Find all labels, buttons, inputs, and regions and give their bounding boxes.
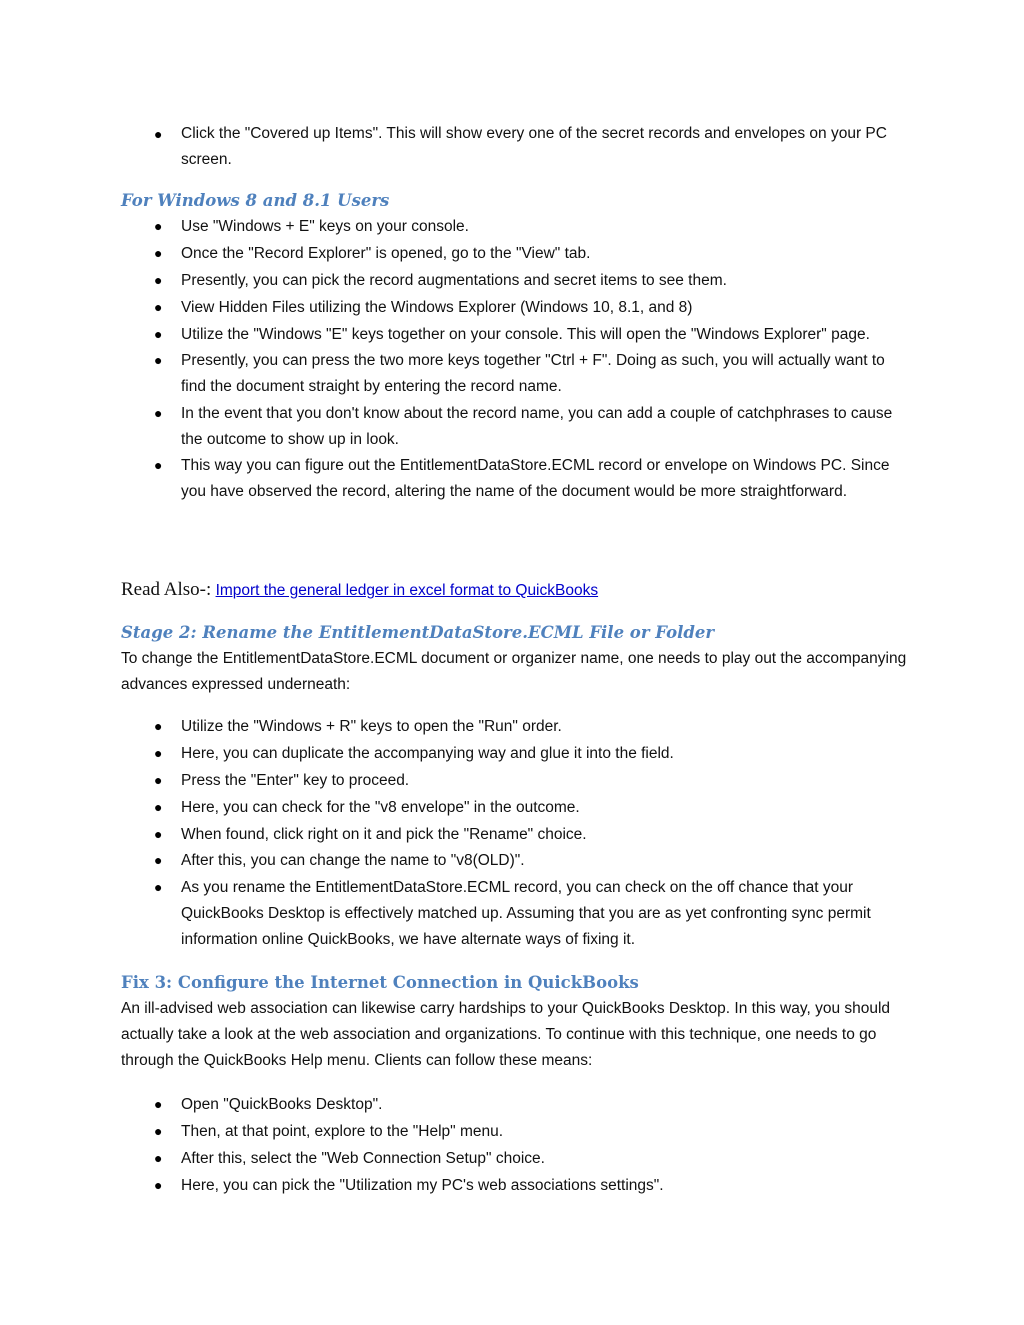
- stage-2-bullet-list: [121, 714, 911, 952]
- list-item: [121, 214, 911, 240]
- section-intro: An ill-advised web association can likewise carry hardships to your QuickBooks Desktop. In this way, you should actually take a look at the web association and organizations. To continue with this technique, one needs to go through the QuickBooks Help menu. Clients can follow these means:: [121, 1000, 891, 1069]
- top-list-block: [121, 121, 911, 173]
- list-item-text: After this, you can change the name to "v8(OLD)".: [181, 852, 525, 870]
- section-heading: For Windows 8 and 8.1 Users: [121, 191, 390, 210]
- bullet-icon: ●: [154, 271, 163, 288]
- list-item-text: Use "Windows + E" keys on your console.: [181, 218, 469, 235]
- list-item-text: Once the "Record Explorer" is opened, go to the "View" tab.: [181, 244, 591, 262]
- list-item: [121, 121, 911, 173]
- section-heading: Fix 3: Configure the Internet Connection in QuickBooks: [121, 973, 639, 992]
- list-item-text: View Hidden Files utilizing the Windows Explorer (Windows 10, 8.1, and 8): [181, 298, 693, 316]
- list-item: [121, 1146, 911, 1172]
- list-item-text: Then, at that point, explore to the "Help" menu.: [181, 1122, 504, 1140]
- list-item-text: Click the "Covered up Items". This will show every one of the secret records and envelopes on your PC screen.: [181, 125, 887, 168]
- section-stage-2: [121, 622, 911, 953]
- bullet-icon: ●: [154, 325, 163, 342]
- bullet-icon: ●: [154, 298, 163, 315]
- list-item: [121, 268, 911, 294]
- bullet-icon: ●: [154, 744, 163, 761]
- list-item-text: After this, select the "Web Connection Setup" choice.: [181, 1149, 545, 1167]
- list-item-text: Presently, you can press the two more keys together "Ctrl + F". Doing as such, you will actually want to find the document straight by entering the record name.: [181, 352, 885, 396]
- bullet-icon: ●: [154, 771, 163, 788]
- section-windows-8: [121, 190, 911, 506]
- bullet-icon: ●: [154, 852, 163, 869]
- bullet-icon: ●: [154, 218, 163, 234]
- bullet-icon: ●: [154, 352, 163, 369]
- list-item-text: This way you can figure out the EntitlementDataStore.ECML record or envelope on Windows PC. Since you have observed the record, altering the name of the document would be more straightforward.: [181, 457, 890, 501]
- read-also-link[interactable]: Import the general ledger in excel format to QuickBooks: [215, 582, 599, 599]
- list-item: [121, 322, 911, 348]
- list-item-text: As you rename the EntitlementDataStore.ECML record, you can check on the off chance that your QuickBooks Desktop is effectively matched up. Assuming that you are as yet confronting sync permit information online QuickBooks, we have alternate ways of fixing it.: [181, 879, 871, 948]
- bullet-icon: ●: [154, 825, 163, 842]
- list-item-text: Open "QuickBooks Desktop".: [181, 1096, 383, 1113]
- bullet-icon: ●: [154, 1096, 163, 1112]
- read-also-line: [121, 578, 911, 603]
- list-item: [121, 714, 911, 740]
- list-item: [121, 848, 911, 874]
- list-item-text: Here, you can duplicate the accompanying way and glue it into the field.: [181, 744, 674, 762]
- list-item-text: Press the "Enter" key to proceed.: [181, 771, 410, 789]
- read-also-label: Read Also-:: [121, 579, 212, 600]
- list-item-text: Utilize the "Windows "E" keys together on your console. This will open the "Windows Explorer" page.: [181, 325, 870, 343]
- list-item: [121, 768, 911, 794]
- bullet-icon: ●: [154, 126, 163, 142]
- bullet-icon: ●: [154, 1176, 163, 1193]
- bullet-icon: ●: [154, 798, 163, 815]
- bullet-icon: ●: [154, 879, 163, 896]
- bullet-icon: ●: [154, 244, 163, 261]
- list-item: [121, 822, 911, 848]
- list-item: [121, 348, 911, 399]
- list-item: [121, 401, 911, 452]
- section-heading: Stage 2: Rename the EntitlementDataStore.ECML File or Folder: [121, 623, 715, 642]
- list-item-text: Here, you can check for the "v8 envelope" in the outcome.: [181, 798, 580, 816]
- list-item: [121, 741, 911, 767]
- list-item: [121, 295, 911, 321]
- top-bullet-list: [121, 121, 911, 173]
- list-item: [121, 795, 911, 821]
- list-item: [121, 453, 911, 504]
- list-item: [121, 1173, 911, 1199]
- list-item: [121, 241, 911, 267]
- section-intro: To change the EntitlementDataStore.ECML document or organizer name, one needs to play out the accompanying advances expressed underneath:: [121, 650, 907, 693]
- bullet-icon: ●: [154, 718, 163, 734]
- bullet-icon: ●: [154, 1149, 163, 1166]
- list-item-text: Here, you can pick the "Utilization my PC's web associations settings".: [181, 1176, 664, 1194]
- list-item: [121, 875, 911, 952]
- list-item-text: Presently, you can pick the record augmentations and secret items to see them.: [181, 271, 727, 289]
- bullet-icon: ●: [154, 457, 163, 474]
- bullet-icon: ●: [154, 404, 163, 421]
- list-item: [121, 1092, 911, 1118]
- list-item-text: In the event that you don't know about the record name, you can add a couple of catchphrases to cause the outcome to show up in look.: [181, 404, 893, 448]
- fix-3-bullet-list: [121, 1092, 911, 1198]
- windows-8-bullet-list: [121, 214, 911, 505]
- list-item-text: When found, click right on it and pick the "Rename" choice.: [181, 825, 587, 843]
- section-fix-3: [121, 972, 911, 1200]
- list-item: [121, 1119, 911, 1145]
- bullet-icon: ●: [154, 1122, 163, 1139]
- list-item-text: Utilize the "Windows + R" keys to open the "Run" order.: [181, 718, 562, 735]
